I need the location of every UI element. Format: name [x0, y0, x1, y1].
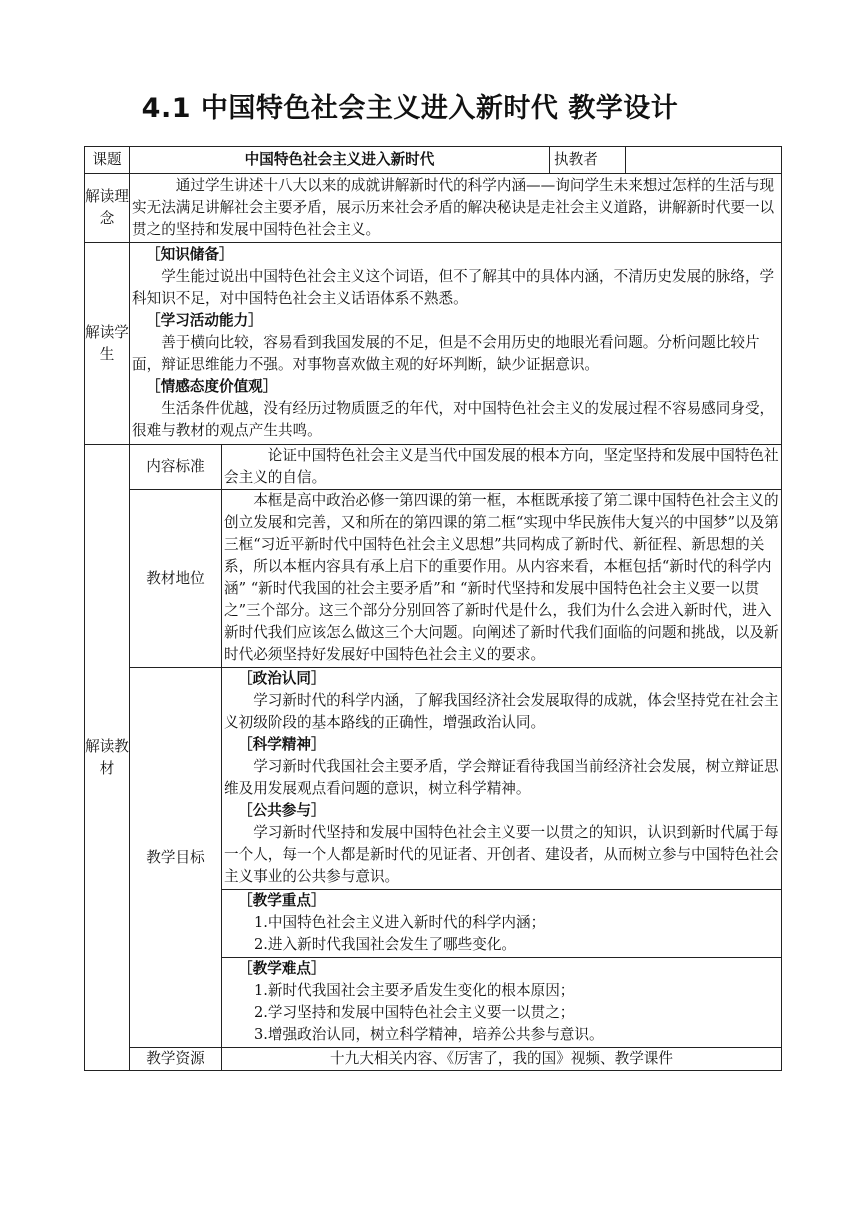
key-point-item: 2.进入新时代我国社会发生了哪些变化。: [254, 936, 517, 953]
difficulty-item: 1.新时代我国社会主要矛盾发生变化的根本原因；: [254, 982, 575, 999]
science-text: 学习新时代我国社会主要矛盾，学会辩证看待我国当前经济社会发展，树立辩证思维及用发展观点看问题的意识，树立科学精神。: [224, 758, 779, 797]
standard-label: 内容标准: [130, 445, 222, 490]
key-point-item: 1.中国特色社会主义进入新时代的科学内涵；: [254, 914, 546, 931]
teacher-label: 执教者: [550, 147, 626, 174]
key-points-content: [222, 890, 782, 958]
position-row: [85, 490, 782, 668]
difficulties-content: [222, 958, 782, 1048]
position-text: 本框是高中政治必修一第四课的第一框，本框既承接了第二课中国特色社会主义的创立发展和完善，又和所在的第四课的第二框“实现中华民族伟大复兴的中国梦”以及第三框“习近平新时代中国特色社会主义思想”共同构成了新时代、新征程、新思想的关系，所以本框内容具有承上启下的重要作用。从内容来看，本框包括“新时代的科学内涵” “新时代我国的社会主要矛盾”和 “新时代坚持和发展中国特色社会主义要一以贯之”三个部分。这三个部分分别回答了新时代是什么，我们为什么会进入新时代，进入新时代我们应该怎么做这三个大问题。向阐述了新时代我们面临的问题和挑战，以及新时代必须坚持好发展好中国特色社会主义的要求。: [222, 490, 782, 668]
resources-row: [85, 1048, 782, 1071]
standard-text: 论证中国特色社会主义是当代中国发展的根本方向，坚定坚持和发展中国特色社会主义的自信。: [222, 445, 782, 490]
political-text: 学习新时代的科学内涵，了解我国经济社会发展取得的成就，体会坚持党在社会主义初级阶段的基本路线的正确性，增强政治认同。: [224, 692, 779, 731]
textbook-label: 解读教材: [85, 445, 130, 1071]
ability-text: 善于横向比较，容易看到我国发展的不足，但是不会用历史的地眼光看问题。分析问题比较片面，辩证思维能力不强。对事物喜欢做主观的好坏判断，缺少证据意识。: [132, 334, 760, 373]
goals-content: [222, 668, 782, 890]
difficulty-item: 3.增强政治认同，树立科学精神，培养公共参与意识。: [254, 1026, 604, 1043]
document-title: 4.1 中国特色社会主义进入新时代 教学设计: [141, 93, 679, 124]
position-label: 教材地位: [130, 490, 222, 668]
resources-text: 十九大相关内容、《厉害了，我的国》视频、教学课件: [222, 1048, 782, 1071]
participation-text: 学习新时代坚持和发展中国特色社会主义要一以贯之的知识，认识到新时代属于每一个人，每一个人都是新时代的见证者、开创者、建设者，从而树立参与中国特色社会主义事业的公共参与意识。: [224, 824, 779, 885]
lesson-design-table: [84, 146, 782, 1071]
concept-row: [85, 174, 782, 243]
students-label: 解读学生: [85, 243, 130, 445]
resources-label: 教学资源: [130, 1048, 222, 1071]
topic-value: 中国特色社会主义进入新时代: [130, 147, 550, 174]
concept-text: 通过学生讲述十八大以来的成就讲解新时代的科学内涵——询问学生未来想过怎样的生活与现实无法满足讲解社会主要矛盾，展示历来社会矛盾的解决秘诀是走社会主义道路，讲解新时代要一以贯之的坚持和发展中国特色社会主义。: [130, 174, 782, 243]
knowledge-heading: ［知识储备］: [146, 246, 234, 263]
topic-row: [85, 147, 782, 174]
topic-label: 课题: [85, 147, 130, 174]
knowledge-text: 学生能过说出中国特色社会主义这个词语，但不了解其中的具体内涵，不清历史发展的脉络，学科知识不足，对中国特色社会主义话语体系不熟悉。: [132, 268, 775, 307]
ability-heading: ［学习活动能力］: [146, 312, 263, 329]
attitude-heading: ［情感态度价值观］: [146, 378, 278, 395]
difficulties-heading: ［教学难点］: [238, 960, 326, 977]
teacher-value: [626, 147, 782, 174]
concept-label: 解读理念: [85, 174, 130, 243]
attitude-text: 生活条件优越，没有经历过物质匮乏的年代，对中国特色社会主义的发展过程不容易感同身受，很难与教材的观点产生共鸣。: [132, 400, 775, 439]
difficulty-item: 2.学习坚持和发展中国特色社会主义要一以贯之；: [254, 1004, 575, 1021]
students-row: [85, 243, 782, 445]
goals-label: 教学目标: [130, 668, 222, 1048]
key-points-heading: ［教学重点］: [238, 892, 326, 909]
goals-row: [85, 668, 782, 890]
participation-heading: ［公共参与］: [238, 802, 326, 819]
students-content: [130, 243, 782, 445]
political-heading: ［政治认同］: [238, 670, 326, 687]
standard-row: [85, 445, 782, 490]
science-heading: ［科学精神］: [238, 736, 326, 753]
